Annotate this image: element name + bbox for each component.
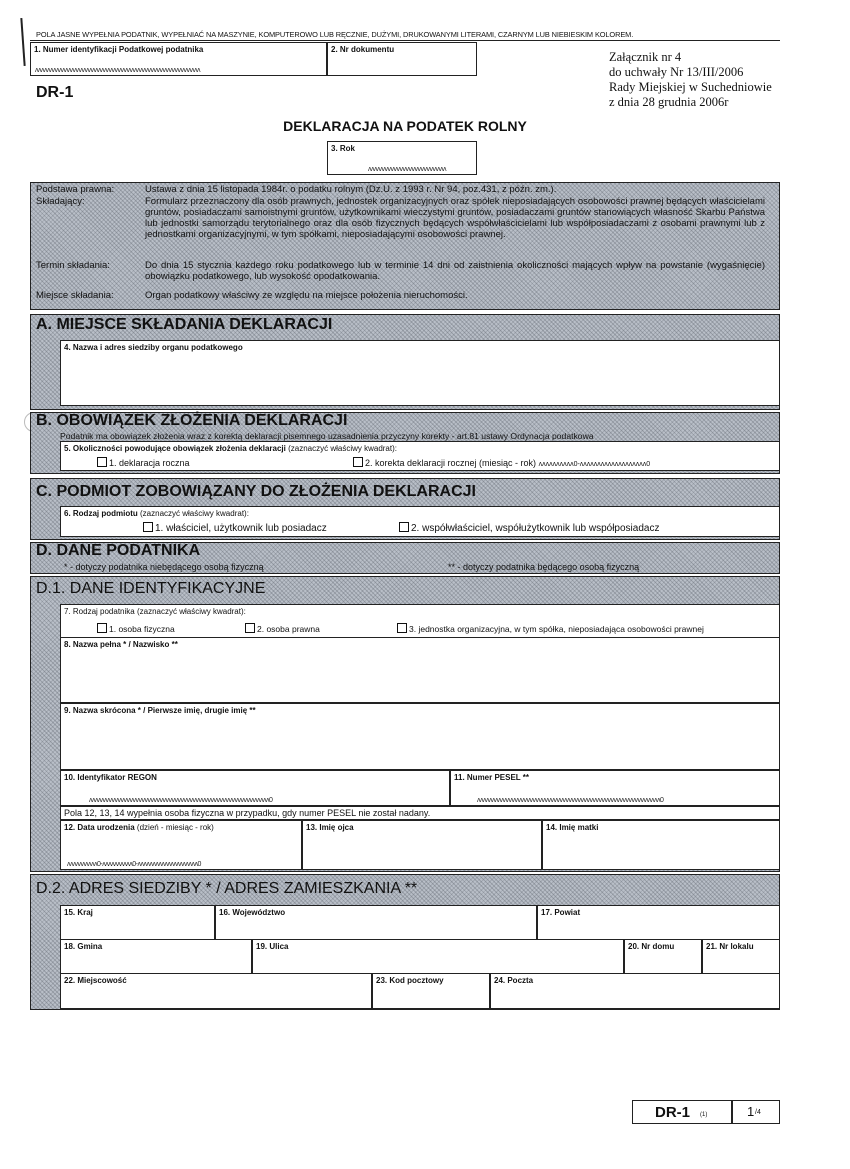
field-nip[interactable] bbox=[30, 42, 327, 76]
footer-page-box bbox=[732, 1100, 780, 1124]
field-birth-date-label bbox=[64, 823, 214, 832]
info-skladajacy-text: Formularz przeznaczony dla osób prawnych, jednostek organizacyjnych oraz spółek nieposiadających osobowości prawnej będących właścicielami gruntów, posiadaczami samoistnymi gruntów, użytkownikami wieczystymi gruntów, posiadaczami gruntów stanowiących własność Skarbu Państwa lub jednostki samorządu terytorialnego oraz dla osób fizycznych będących współwłaścicielami lub współposiadaczami z osobami prawnymi lub z jednostkami organizacyjnymi, w tym spółkami, nieposiadającymi osobowości prawnej. bbox=[145, 196, 765, 240]
field-mother-name-label: 14. Imię matki bbox=[546, 823, 599, 832]
option-natural-person-label: 1. osoba fizyczna bbox=[109, 624, 175, 634]
checkbox-co-owner[interactable] bbox=[399, 522, 409, 532]
section-b-note: Podatnik ma obowiązek złożenia wraz z korektą deklaracji pisemnego uzasadnienia przyczyny korekty - art.81 ustawy Ordynacja podatkowa bbox=[60, 431, 594, 441]
checkbox-annual[interactable] bbox=[97, 457, 107, 467]
option-correction-label: 2. korekta deklaracji rocznej (miesiąc - rok) bbox=[365, 458, 537, 468]
section-d-title: D. DANE PODATNIKA bbox=[36, 542, 201, 559]
option-co-owner-label: 2. współwłaściciel, współużytkownik lub współposiadacz bbox=[411, 523, 660, 534]
field-short-name[interactable] bbox=[60, 703, 780, 770]
field-entity-type-label bbox=[64, 509, 249, 518]
field-regon[interactable] bbox=[60, 770, 450, 806]
field-postal-code[interactable] bbox=[372, 973, 490, 1009]
field-taxpayer-type-label bbox=[64, 607, 246, 616]
field-circumstances bbox=[60, 441, 780, 471]
field-birth-date-title: 12. Data urodzenia bbox=[64, 823, 135, 832]
checkbox-natural-person[interactable] bbox=[97, 623, 107, 633]
field-short-name-label: 9. Nazwa skrócona * / Pierwsze imię, drugie imię ** bbox=[64, 706, 256, 715]
footer-version: (1) bbox=[700, 1112, 708, 1118]
form-code: DR-1 bbox=[36, 84, 74, 101]
option-co-owner[interactable] bbox=[399, 522, 659, 534]
field-father-name-label: 13. Imię ojca bbox=[306, 823, 354, 832]
field-apartment-number[interactable] bbox=[702, 939, 780, 975]
field-circumstances-title: 5. Okoliczności powodujące obowiązek złożenia deklaracji bbox=[64, 444, 286, 453]
field-street[interactable] bbox=[252, 939, 624, 975]
field-taxpayer-type-hint: (zaznaczyć właściwy kwadrat): bbox=[136, 607, 246, 616]
field-doc-number bbox=[327, 42, 477, 76]
top-instruction-rule bbox=[30, 40, 780, 41]
top-instruction: POLA JASNE WYPEŁNIA PODATNIK, WYPEŁNIAĆ NA MASZYNIE, KOMPUTEROWO LUB RĘCZNIE, DUŻYMI, DRUKOWANYMI LITERAMI, CZARNYM LUB NIEBIESKIM KOLOREM. bbox=[36, 30, 634, 39]
field-father-name[interactable] bbox=[302, 820, 542, 870]
field-pesel[interactable] bbox=[450, 770, 780, 806]
field-taxpayer-type bbox=[60, 604, 780, 638]
option-correction[interactable] bbox=[353, 457, 650, 468]
footer-code: DR-1 bbox=[655, 1104, 691, 1121]
field-full-name-label: 8. Nazwa pełna * / Nazwisko ** bbox=[64, 640, 178, 649]
field-pesel-label: 11. Numer PESEL ** bbox=[454, 773, 529, 782]
info-skladajacy-label: Składający: bbox=[36, 196, 85, 207]
field-doc-number-label: 2. Nr dokumentu bbox=[331, 45, 395, 54]
annex-block bbox=[609, 50, 772, 110]
field-voivodeship-label: 16. Województwo bbox=[219, 908, 286, 917]
section-a-title: A. MIEJSCE SKŁADANIA DEKLARACJI bbox=[36, 316, 333, 333]
annex-line-4: z dnia 28 grudnia 2006r bbox=[609, 95, 729, 109]
field-birth-date-hint: (dzień - miesiąc - rok) bbox=[136, 823, 214, 832]
info-termin-label: Termin składania: bbox=[36, 260, 110, 271]
field-nip-label: 1. Numer identyfikacji Podatkowej podatnika bbox=[34, 45, 204, 54]
section-b-title: B. OBOWIĄZEK ZŁOŻENIA DEKLARACJI bbox=[36, 412, 348, 429]
info-podstawa-label: Podstawa prawna: bbox=[36, 184, 115, 195]
field-apartment-number-label: 21. Nr lokalu bbox=[706, 942, 754, 951]
field-tax-office-label: 4. Nazwa i adres siedziby organu podatkowego bbox=[64, 343, 243, 352]
info-termin-text: Do dnia 15 stycznia każdego roku podatkowego lub w terminie 14 dni od zaistnienia okoliczności mających wpływ na powstanie (wygaśnięcie) obowiązku podatkowego, lub wysokość opodatkowania. bbox=[145, 260, 765, 282]
field-post-office-label: 24. Poczta bbox=[494, 976, 534, 985]
field-pesel-dots: ʌʌʌʌʌʌʌʌʌʌʌʌʌʌʌʌʌʌʌʌʌʌʌʌʌʌʌʌʌʌʌʌʌʌʌʌʌʌʌʌʌʌʌʌʌʌʌʌʌʌʌʌʌʌʌʌʌʌʌʌʌ0 bbox=[477, 797, 664, 804]
annex-line-2: do uchwały Nr 13/III/2006 bbox=[609, 65, 744, 79]
field-nip-dots: ʌʌʌʌʌʌʌʌʌʌʌʌʌʌʌʌʌʌʌʌʌʌʌʌʌʌʌʌʌʌʌʌʌʌʌʌʌʌʌʌʌʌʌʌʌʌʌʌʌʌʌʌʌʌʌ bbox=[35, 67, 200, 74]
section-d1-title: D.1. DANE IDENTYFIKACYJNE bbox=[36, 580, 266, 597]
field-locality[interactable] bbox=[60, 973, 372, 1009]
option-natural-person[interactable] bbox=[97, 623, 175, 634]
option-correction-dots: ʌʌʌʌʌʌʌʌʌʌ0-ʌʌʌʌʌʌʌʌʌʌʌʌʌʌʌʌʌʌʌ0 bbox=[538, 461, 651, 468]
field-entity-type-title: 6. Rodzaj podmiotu bbox=[64, 509, 138, 518]
footer-page: 1 bbox=[747, 1104, 755, 1119]
field-year[interactable] bbox=[327, 141, 477, 175]
section-d-note-2: ** - dotyczy podatnika będącego osobą fizyczną bbox=[448, 562, 640, 572]
field-house-number-label: 20. Nr domu bbox=[628, 942, 675, 951]
footer-code-box bbox=[632, 1100, 732, 1124]
field-entity-type-hint: (zaznaczyć właściwy kwadrat): bbox=[140, 509, 249, 518]
field-post-office[interactable] bbox=[490, 973, 780, 1009]
pesel-note-row bbox=[60, 806, 780, 820]
field-entity-type bbox=[60, 506, 780, 537]
field-tax-office[interactable] bbox=[60, 340, 780, 406]
footer-page-total: /4 bbox=[755, 1109, 761, 1116]
info-miejsce-text: Organ podatkowy właściwy ze względu na miejsce położenia nieruchomości. bbox=[145, 290, 468, 301]
pesel-note: Pola 12, 13, 14 wypełnia osoba fizyczna w przypadku, gdy numer PESEL nie został nadany. bbox=[64, 808, 431, 818]
field-street-label: 19. Ulica bbox=[256, 942, 289, 951]
option-org-unit-label: 3. jednostka organizacyjna, w tym spółka, nieposiadająca osobowości prawnej bbox=[409, 624, 704, 634]
section-d2-title: D.2. ADRES SIEDZIBY * / ADRES ZAMIESZKANIA ** bbox=[36, 880, 418, 897]
checkbox-correction[interactable] bbox=[353, 457, 363, 467]
info-miejsce-label: Miejsce składania: bbox=[36, 290, 114, 301]
field-circumstances-label bbox=[64, 444, 397, 453]
field-birth-date-dots: ʌʌʌʌʌʌʌʌʌʌ0-ʌʌʌʌʌʌʌʌʌʌ0-ʌʌʌʌʌʌʌʌʌʌʌʌʌʌʌʌʌʌʌʌ0 bbox=[67, 861, 201, 868]
field-year-dots: ʌʌʌʌʌʌʌʌʌʌʌʌʌʌʌʌʌʌʌʌʌʌʌʌʌʌ bbox=[368, 166, 446, 173]
option-owner-label: 1. właściciel, użytkownik lub posiadacz bbox=[155, 523, 327, 534]
option-owner[interactable] bbox=[143, 522, 327, 534]
annex-line-1: Załącznik nr 4 bbox=[609, 50, 682, 64]
option-annual-label: 1. deklaracja roczna bbox=[109, 458, 190, 468]
checkbox-owner[interactable] bbox=[143, 522, 153, 532]
field-country-label: 15. Kraj bbox=[64, 908, 93, 917]
option-annual[interactable] bbox=[97, 457, 190, 468]
field-county-label: 17. Powiat bbox=[541, 908, 581, 917]
field-country[interactable] bbox=[60, 905, 215, 941]
section-c-title: C. PODMIOT ZOBOWIĄZANY DO ZŁOŻENIA DEKLARACJI bbox=[36, 483, 476, 500]
info-podstawa-text: Ustawa z dnia 15 listopada 1984r. o podatku rolnym (Dz.U. z 1993 r. Nr 94, poz.431, z późn. zm.). bbox=[145, 184, 557, 195]
field-year-label: 3. Rok bbox=[331, 144, 356, 153]
field-voivodeship[interactable] bbox=[215, 905, 537, 941]
annex-line-3: Rady Miejskiej w Suchedniowie bbox=[609, 80, 772, 94]
field-regon-dots: ʌʌʌʌʌʌʌʌʌʌʌʌʌʌʌʌʌʌʌʌʌʌʌʌʌʌʌʌʌʌʌʌʌʌʌʌʌʌʌʌʌʌʌʌʌʌʌʌʌʌʌʌʌʌʌʌʌʌʌʌ0 bbox=[89, 797, 273, 804]
field-house-number[interactable] bbox=[624, 939, 702, 975]
field-regon-label: 10. Identyfikator REGON bbox=[64, 773, 157, 782]
field-locality-label: 22. Miejscowość bbox=[64, 976, 127, 985]
option-legal-person[interactable] bbox=[245, 623, 320, 634]
main-title: DEKLARACJA NA PODATEK ROLNY bbox=[283, 118, 527, 134]
field-full-name[interactable] bbox=[60, 637, 780, 703]
option-org-unit[interactable] bbox=[397, 623, 704, 634]
margin-rule bbox=[20, 18, 25, 66]
checkbox-legal-person[interactable] bbox=[245, 623, 255, 633]
field-circumstances-hint: (zaznaczyć właściwy kwadrat): bbox=[288, 444, 397, 453]
field-commune-label: 18. Gmina bbox=[64, 942, 103, 951]
field-county[interactable] bbox=[537, 905, 780, 941]
section-d-note-1: * - dotyczy podatnika niebędącego osobą fizyczną bbox=[64, 562, 264, 572]
field-mother-name[interactable] bbox=[542, 820, 780, 870]
checkbox-org-unit[interactable] bbox=[397, 623, 407, 633]
field-taxpayer-type-title: 7. Rodzaj podatnika bbox=[64, 607, 135, 616]
option-legal-person-label: 2. osoba prawna bbox=[257, 624, 320, 634]
field-postal-code-label: 23. Kod pocztowy bbox=[376, 976, 444, 985]
field-commune[interactable] bbox=[60, 939, 252, 975]
field-birth-date[interactable] bbox=[60, 820, 302, 870]
